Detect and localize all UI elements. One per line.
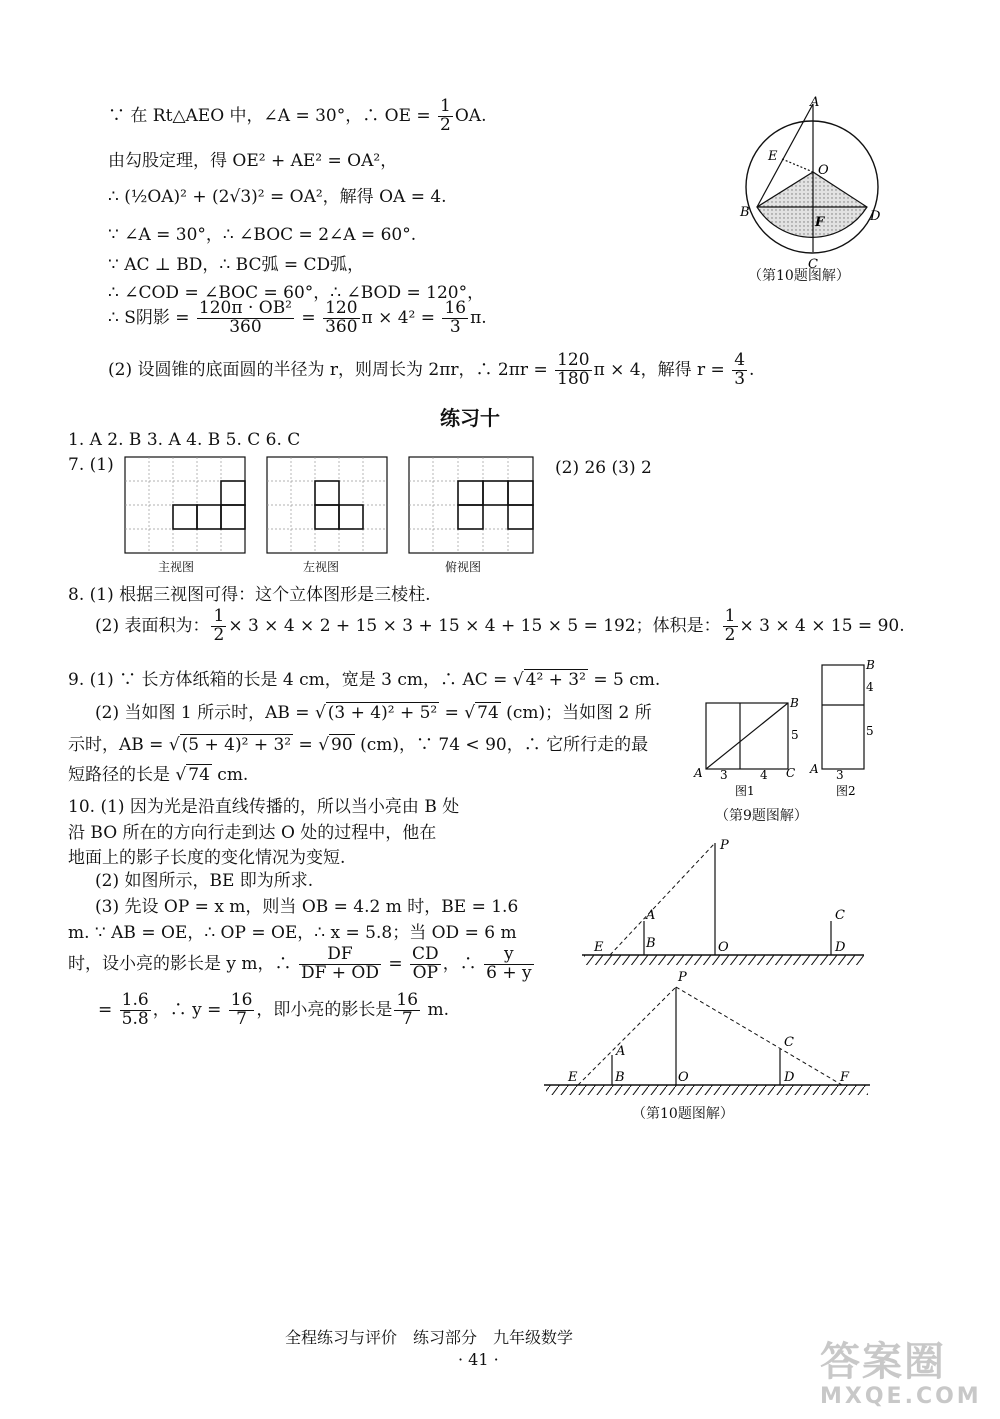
svg-text:E: E	[568, 1070, 578, 1085]
svg-text:P: P	[720, 838, 729, 853]
fig9-label-1: 图1	[735, 784, 755, 798]
sol-line-8: (2) 设圆锥的底面圆的半径为 r，则周长为 2πr，∴ 2πr = $\frac{120}{180}$ π × 4，解得 r = $\frac{4}{3}$ .	[108, 350, 755, 389]
fig10-bottom	[544, 970, 870, 1095]
answers-1-6: 1. A 2. B 3. A 4. B 5. C 6. C	[68, 430, 301, 450]
sol-line-5: ∵ AC ⊥ BD，∴ BC弧 = CD弧，	[108, 255, 365, 275]
sol-line-3: ∴ (½OA)² + (2√3)² = OA²，解得 OA = 4.	[108, 187, 447, 207]
svg-text:B: B	[866, 658, 875, 672]
svg-text:A: A	[694, 766, 703, 780]
label-d: D	[870, 209, 881, 224]
q10-line-4: (2) 如图所示，BE 即为所求.	[95, 871, 314, 891]
svg-text:E: E	[594, 940, 604, 955]
q8-line-2: (2) 表面积为： $\frac{1}{2}$ × 3 × 4 × 2 + 15 × 3 + 15 × 4 + 15 × 5 = 192；体积是： $\frac{1}{2}$ × 3 × 4 × 15 = 90.	[95, 606, 905, 645]
label-e: E	[768, 149, 778, 164]
q7-label: 7. (1)	[68, 455, 114, 475]
watermark-text: 答案圈	[820, 1339, 946, 1385]
q10-line-2: 沿 BO 所在的方向行走到达 O 处的过程中，他在	[68, 823, 437, 843]
svg-text:4: 4	[866, 680, 874, 694]
three-view-grids	[120, 452, 540, 556]
svg-text:A: A	[616, 1044, 626, 1059]
fig9-label-2: 图2	[836, 784, 856, 798]
view-label-left: 左视图	[303, 560, 340, 574]
label-f: F	[815, 215, 825, 230]
label-o: O	[818, 163, 829, 178]
fig9-caption: （第9题图解）	[715, 808, 808, 824]
svg-text:B: B	[646, 936, 656, 951]
svg-text:C: C	[786, 766, 796, 780]
fraction-half: $\frac{1}{2}$	[440, 96, 451, 135]
svg-text:5: 5	[866, 724, 874, 738]
watermark-url: MXQE.COM	[820, 1384, 982, 1409]
label-c: C	[808, 257, 818, 272]
svg-text:O: O	[718, 940, 729, 955]
view-label-top: 俯视图	[445, 560, 482, 574]
watermark-logo	[820, 1340, 990, 1412]
fig10-caption: （第10题图解）	[632, 1106, 734, 1122]
svg-text:C: C	[835, 908, 845, 923]
sol-line-2: 由勾股定理，得 OE² + AE² = OA²，	[108, 151, 398, 171]
shaded-region	[757, 172, 867, 237]
footer-page-number: · 41 ·	[458, 1350, 499, 1369]
q10-line-7: 时，设小亮的影长是 y m，∴ $\frac{DF}{DF + OD}$ = $\frac{CD}{OP}$ ，∴ $\frac{y}{6 + y}$	[68, 944, 532, 983]
svg-text:A: A	[646, 908, 656, 923]
view-label-front: 主视图	[158, 560, 195, 574]
svg-text:P: P	[678, 970, 687, 985]
svg-text:B: B	[790, 696, 799, 710]
svg-text:A: A	[810, 762, 819, 776]
q9-line-4: 短路径的长是 √ 74 cm.	[68, 765, 249, 785]
svg-text:D: D	[835, 940, 846, 955]
svg-text:5: 5	[791, 728, 799, 742]
q10-line-5: (3) 先设 OP = x m，则当 OB = 4.2 m 时，BE = 1.6	[95, 897, 519, 917]
svg-text:3: 3	[836, 768, 844, 782]
grid-front	[125, 457, 245, 553]
segment-eo	[782, 159, 813, 172]
sol-line-4: ∵ ∠A = 30°，∴ ∠BOC = 2∠A = 60°.	[108, 225, 417, 245]
sol-line-7: ∴ S阴影 = $\frac{\text{120π · OB²}}{360}$ = $\frac{120}{360}$ π × 4² = $\frac{16}{3}$ π.	[108, 298, 487, 337]
sol-line-6: ∴ ∠COD = ∠BOC = 60°，∴ ∠BOD = 120°，	[108, 283, 485, 303]
fig9-diagram	[690, 655, 890, 805]
svg-text:O: O	[678, 1070, 689, 1085]
label-a: A	[810, 95, 820, 110]
svg-text:F: F	[840, 1070, 850, 1085]
q10-line-1: 10. (1) 因为光是沿直线传播的，所以当小亮由 B 处	[68, 797, 460, 817]
q7-rest: (2) 26 (3) 2	[555, 458, 652, 478]
grid-left	[267, 457, 387, 553]
q10-line-8: = $\frac{1.6}{5.8}$ ，∴ y = $\frac{16}{7}$ ，即小亮的影长是 $\frac{16}{7}$ m.	[98, 990, 449, 1029]
fig10-top	[582, 838, 864, 965]
svg-text:D: D	[784, 1070, 795, 1085]
svg-text:4: 4	[760, 768, 768, 782]
sol-line-1: ∵ 在 Rt△AEO 中，∠A = 30°，∴ OE = $\frac{1}{2}$ OA.	[108, 96, 487, 135]
svg-text:3: 3	[720, 768, 728, 782]
section-title: 练习十	[440, 406, 500, 430]
q10-line-3: 地面上的影子长度的变化情况为变短.	[68, 848, 346, 868]
footer-book-title: 全程练习与评价 练习部分 九年级数学	[285, 1328, 574, 1347]
label-b: B	[740, 205, 750, 220]
svg-text:B: B	[615, 1070, 625, 1085]
fig10-diagram	[540, 835, 880, 1105]
fig9-box-2	[809, 658, 875, 782]
q9-line-1: 9. (1) ∵ 长方体纸箱的长是 4 cm，宽是 3 cm，∴ AC = √ 4² + 3² = 5 cm.	[68, 670, 661, 690]
svg-text:C: C	[784, 1035, 794, 1050]
q9-line-2: (2) 当如图 1 所示时，AB = √ (3 + 4)² + 5² = √ 74 (cm)；当如图 2 所	[95, 703, 652, 723]
fig9-box-1	[693, 696, 799, 782]
circle-figure	[730, 92, 890, 292]
q9-line-3: 示时，AB = √ (5 + 4)² + 3² = √ 90 (cm)，∵ 74 < 90，∴ 它所行走的最	[68, 735, 649, 755]
q10-line-6: m. ∵ AB = OE，∴ OP = OE，∴ x = 5.8；当 OD = 6 m	[68, 923, 517, 943]
circle-figure-caption: （第10题图解）	[748, 268, 850, 284]
q8-line-1: 8. (1) 根据三视图可得：这个立体图形是三棱柱.	[68, 585, 431, 605]
grid-top	[409, 457, 533, 553]
